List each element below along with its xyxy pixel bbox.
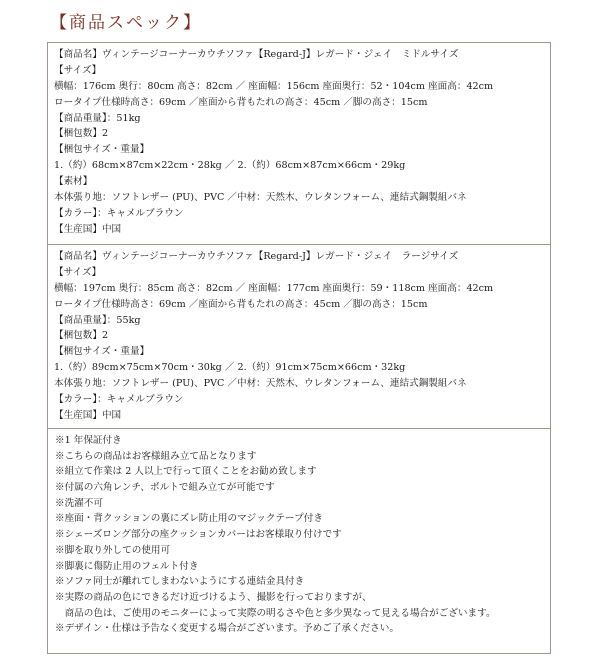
note-line: ※組立て作業は 2 人以上で行って頂くことをお勧め致します <box>55 466 317 478</box>
note-line: ※1 年保証付き <box>55 435 122 446</box>
spec-line: 【素材】 <box>54 176 93 188</box>
note-line: ※付属の六角レンチ、ボルトで組み立てが可能です <box>55 482 275 494</box>
spec-line: 横幅：197cm 奥行：85cm 高さ：82cm ／ 座面幅：177cm 座面奥行：59・118cm 座面高：42cm <box>54 282 494 294</box>
note-line: ※シェーズロング部分の座クッションカバーはお客様取り付けです <box>55 529 342 541</box>
note-line: ※脚裏に傷防止用のフェルト付き <box>55 560 199 572</box>
note-line: ※こちらの商品はお客様組み立て品となります <box>55 450 257 462</box>
note-line: ※デザイン・仕様は予告なく変更する場合がございます。予めご了承ください。 <box>55 623 399 635</box>
spec-line: 【梱包サイズ・重量】 <box>54 144 150 156</box>
note-line: ※洗濯不可 <box>55 497 103 509</box>
spec-table <box>47 42 551 654</box>
spec-line: 【商品名】ヴィンテージコーナーカウチソファ【Regard-J】レガード・ジェイ ミドルサイズ <box>54 49 459 60</box>
spec-line: 1.（約）89cm×75cm×70cm・30kg ／ 2.（約）91cm×75cm×66cm・32kg <box>54 362 406 374</box>
section-heading: 【商品スペック】 <box>50 13 202 33</box>
spec-box-large-size <box>48 245 550 428</box>
spec-line: 本体張り地：ソフトレザー (PU)、PVC ／中材：天然木、ウレタンフォーム、連結式鋼製組バネ <box>54 378 467 390</box>
spec-line: 【商品重量】：51kg <box>54 112 141 124</box>
note-line: 商品の色は、ご使用のモニターによって実際の明るさや色と多少異なって見える場合がございます。 <box>55 607 496 619</box>
spec-line: 1.（約）68cm×87cm×22cm・28kg ／ 2.（約）68cm×87cm×66cm・29kg <box>54 160 406 172</box>
spec-line: 横幅：176cm 奥行：80cm 高さ：82cm ／ 座面幅：156cm 座面奥行：52・104cm 座面高：42cm <box>54 80 494 92</box>
spec-line: 本体張り地：ソフトレザー (PU)、PVC ／中材：天然木、ウレタンフォーム、連結式鋼製組バネ <box>54 192 467 204</box>
spec-line: 【商品重量】：55kg <box>54 314 141 326</box>
note-line: ※脚を取り外しての使用可 <box>55 544 171 556</box>
spec-line: ロータイプ仕様時高さ：69cm ／座面から背もたれの高さ：45cm ／脚の高さ：15cm <box>54 298 428 310</box>
spec-line: 【生産国】中国 <box>54 409 122 421</box>
note-line: ※実際の商品の色にできるだけ近づけるよう、撮影を行っておりますが、 <box>55 591 372 603</box>
spec-line: 【サイズ】 <box>54 266 102 278</box>
spec-line: 【生産国】中国 <box>54 223 122 235</box>
spec-line: 【梱包数】2 <box>54 330 109 342</box>
spec-box-middle-size <box>48 43 550 244</box>
spec-line: 【梱包サイズ・重量】 <box>54 346 150 358</box>
spec-line: 【商品名】ヴィンテージコーナーカウチソファ【Regard-J】レガード・ジェイ ラージサイズ <box>54 251 459 262</box>
note-line: ※ソファ同士が離れてしまわないようにする連結金具付き <box>55 576 305 588</box>
spec-line: 【カラー】：キャメルブラウン <box>54 207 184 219</box>
notes-box <box>48 429 550 653</box>
spec-line: ロータイプ仕様時高さ：69cm ／座面から背もたれの高さ：45cm ／脚の高さ：15cm <box>54 96 428 108</box>
note-line: ※座面・背クッションの裏にズレ防止用のマジックテープ付き <box>55 513 323 525</box>
spec-line: 【梱包数】2 <box>54 128 109 140</box>
spec-line: 【カラー】：キャメルブラウン <box>54 394 184 406</box>
spec-line: 【サイズ】 <box>54 64 102 76</box>
